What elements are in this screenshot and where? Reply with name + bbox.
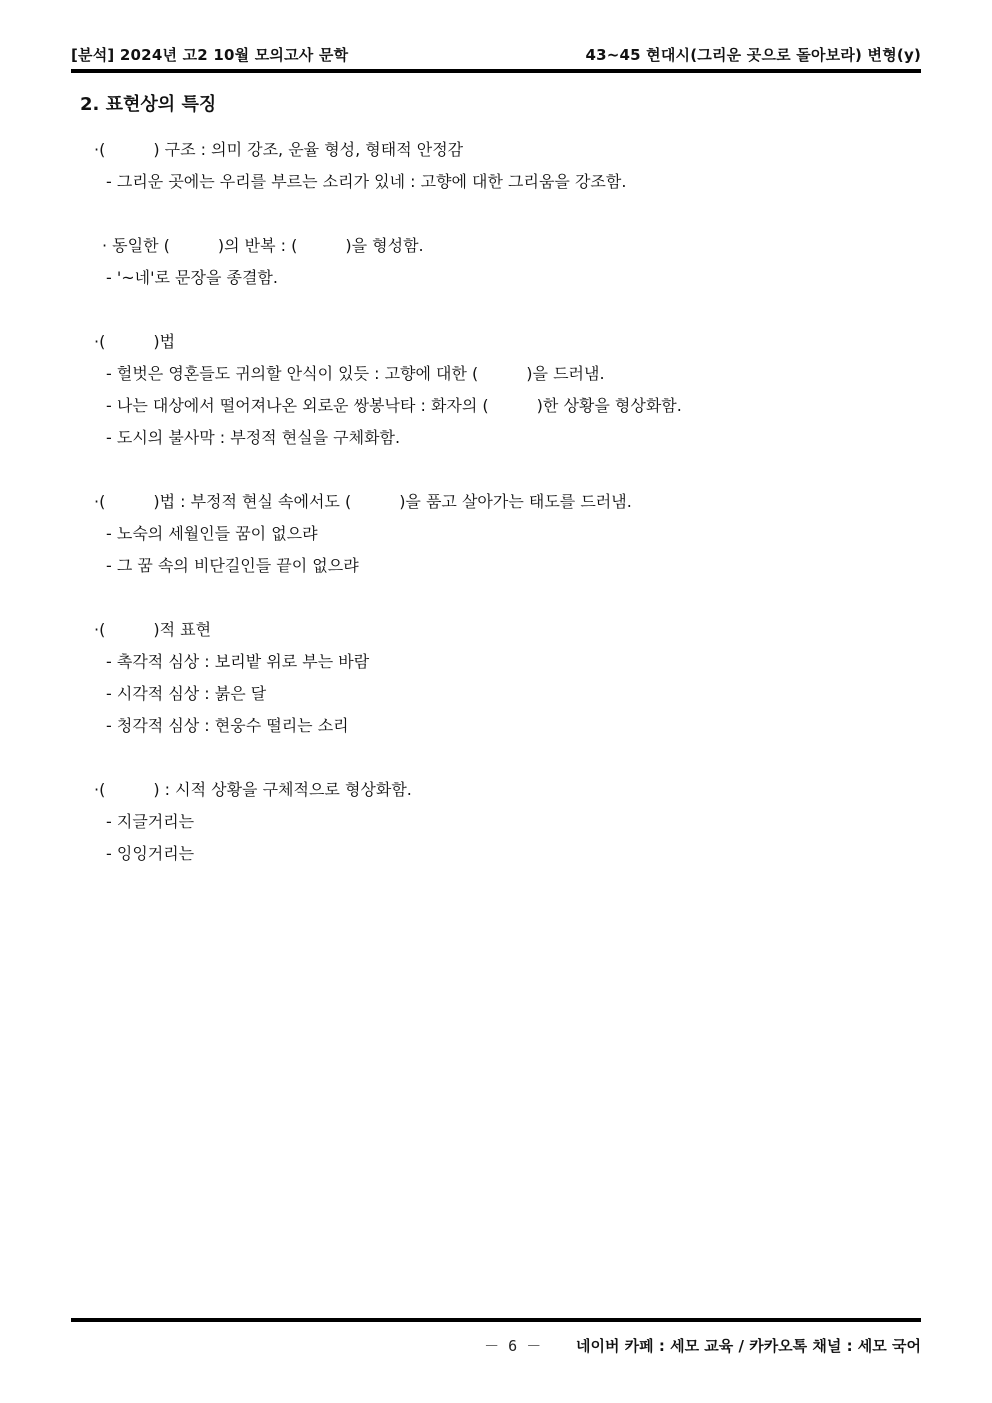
line-gap: [80, 454, 920, 486]
bullet-item: ·( )법 : 부정적 현실 속에서도 ( )을 품고 살아가는 태도를 드러냄.: [94, 492, 632, 511]
header-right-title: 43~45 현대시(그리운 곳으로 돌아보라) 변형(y): [585, 46, 921, 64]
sub-item: - '~네'로 문장을 종결함.: [106, 268, 278, 287]
bullet-item: · 동일한 ( )의 반복 : ( )을 형성함.: [102, 236, 424, 255]
bullet-item: ·( )적 표현: [94, 620, 212, 639]
section-title: 2. 표현상의 특징: [80, 94, 217, 115]
bullet-item: ·( ) : 시적 상황을 구체적으로 형상화함.: [94, 780, 412, 799]
sub-item: - 헐벗은 영혼들도 귀의할 안식이 있듯 : 고향에 대한 ( )을 드러냄.: [106, 364, 605, 383]
sub-item: - 나는 대상에서 떨어져나온 외로운 쌍봉낙타 : 화자의 ( )한 상황을 형상화함.: [106, 396, 682, 415]
bullet-item: ·( )법: [94, 332, 176, 351]
page-footer: [484, 1335, 921, 1356]
sub-item: - 노숙의 세월인들 꿈이 없으랴: [106, 524, 318, 543]
header-rule: [71, 69, 921, 73]
footer-info: 네이버 카페 : 세모 교육 / 카카오톡 채널 : 세모 국어: [575, 1337, 921, 1355]
page-header: [71, 40, 921, 70]
section-lines: [80, 134, 920, 870]
line-gap: [80, 582, 920, 614]
content-body: [80, 90, 920, 870]
sub-item: - 그 꿈 속의 비단길인들 끝이 없으랴: [106, 556, 359, 575]
sub-item: - 도시의 불사막 : 부정적 현실을 구체화함.: [106, 428, 401, 447]
bullet-item: ·( ) 구조 : 의미 강조, 운율 형성, 형태적 안정감: [94, 140, 464, 159]
page-number: － 6 －: [484, 1337, 542, 1355]
line-gap: [80, 294, 920, 326]
line-gap: [80, 198, 920, 230]
sub-item: - 시각적 심상 : 붉은 달: [106, 684, 267, 703]
footer-rule: [71, 1318, 921, 1322]
sub-item: - 청각적 심상 : 현웅수 떨리는 소리: [106, 716, 349, 735]
sub-item: - 지글거리는: [106, 812, 195, 831]
sub-item: - 잉잉거리는: [106, 844, 195, 863]
sub-item: - 그리운 곳에는 우리를 부르는 소리가 있네 : 고향에 대한 그리움을 강조함.: [106, 172, 627, 191]
line-gap: [80, 742, 920, 774]
header-left-title: [분석] 2024년 고2 10월 모의고사 문학: [71, 46, 349, 64]
sub-item: - 촉각적 심상 : 보리밭 위로 부는 바람: [106, 652, 370, 671]
